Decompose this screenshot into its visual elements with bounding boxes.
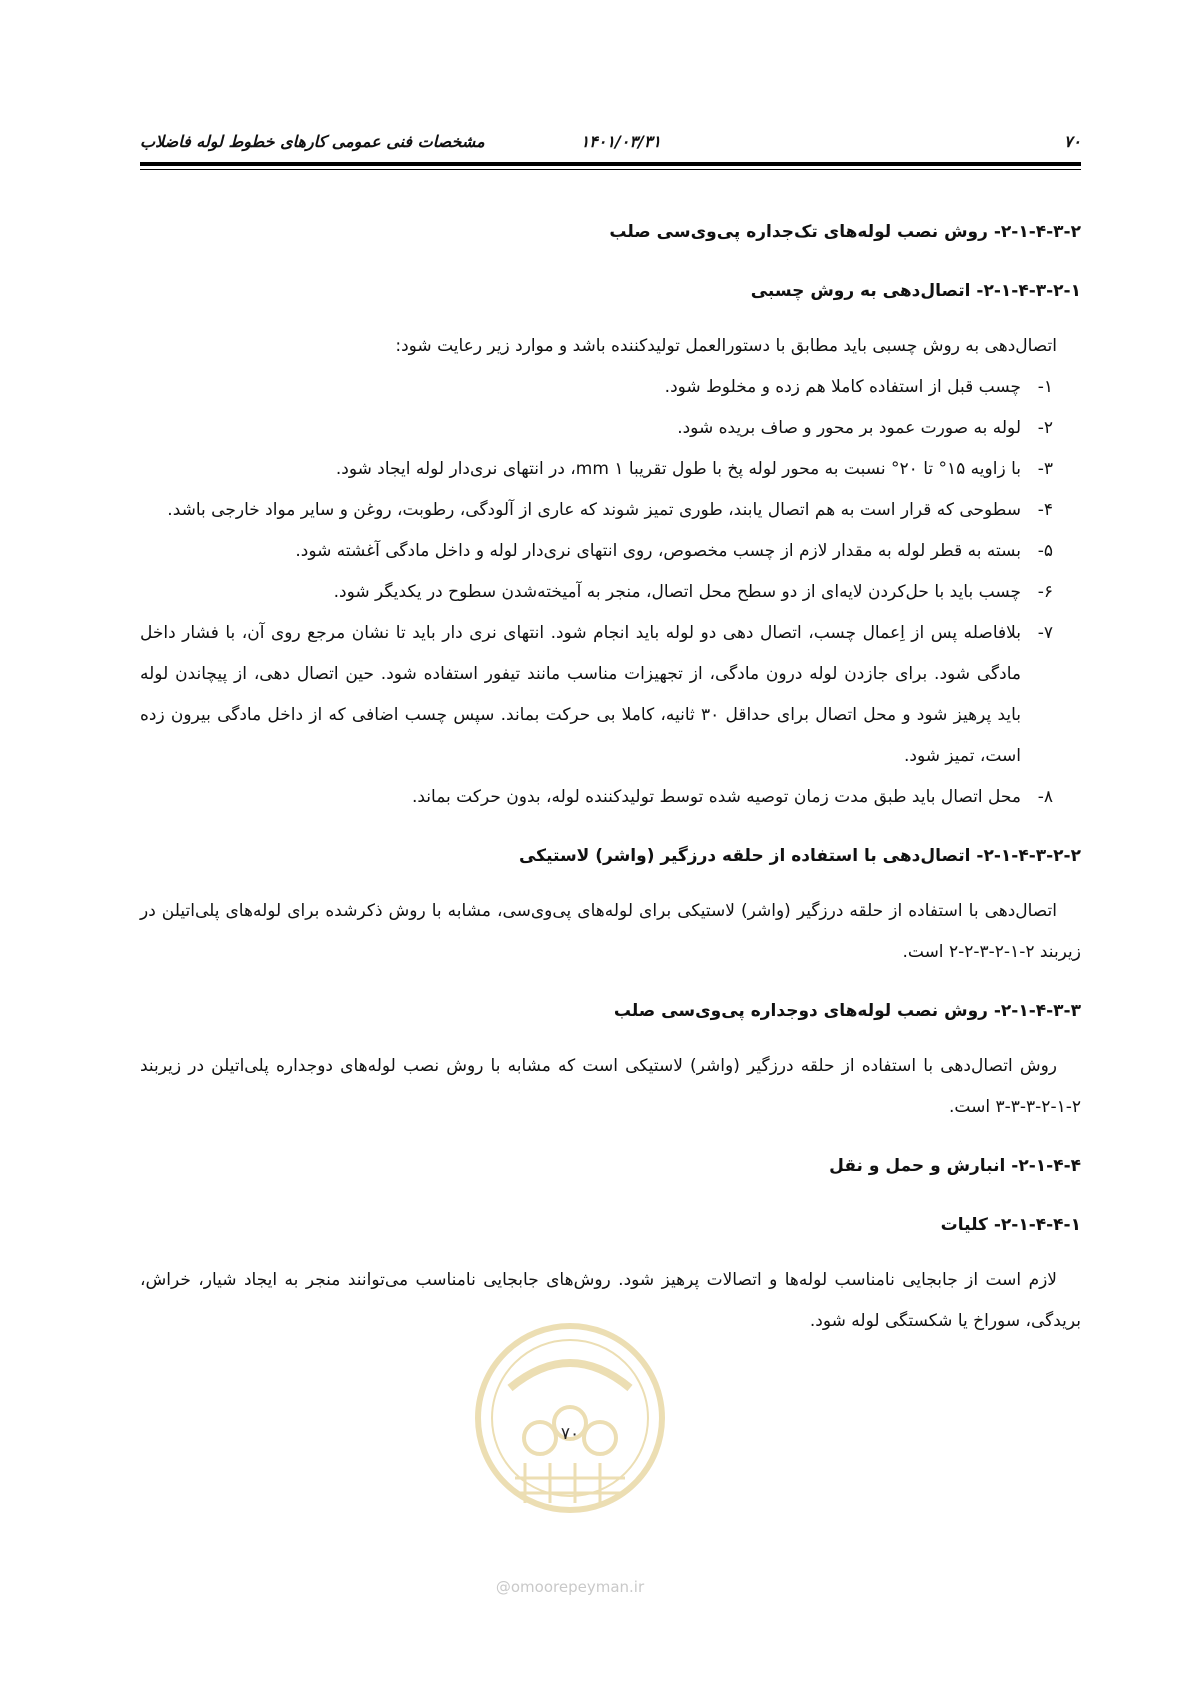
footer-page-number: ۷۰ [560,1424,580,1444]
list-item [140,367,1081,408]
numbered-list [140,367,1081,818]
document-body [140,212,1081,1342]
list-item-text: سطوحی که قرار است به هم اتصال یابند، طوری تمیز شوند که عاری از آلودگی، رطوبت، روغن و سایر مواد خارجی باشد. [167,500,1021,520]
paragraph: لازم است از جابجایی نامناسب لوله‌ها و اتصالات پرهیز شود. روش‌های جابجایی نامناسب می‌توانند منجر به ایجاد شیار، خراش، بریدگی، سوراخ یا شکستگی لوله شود. [140,1270,1081,1331]
subsection-heading: ۲-۱-۴-۳-۲-۲- اتصال‌دهی با استفاده از حلقه درزگیر (واشر) لاستیکی [518,846,1081,866]
list-item-number: ۸- [1037,787,1053,807]
list-item-text: بسته به قطر لوله به مقدار لازم از چسب مخصوص، روی انتهای نری‌دار لوله و داخل مادگی آغشته شود. [295,541,1021,561]
list-item-number: ۶- [1037,582,1053,602]
header-date: ۱۴۰۱/۰۳/۳۱ [580,132,661,151]
list-item [140,777,1081,818]
subsection-heading: ۲-۱-۴-۳-۲-۱- اتصال‌دهی به روش چسبی [750,281,1081,301]
list-item-text: چسب باید با حل‌کردن لایه‌ای از دو سطح محل اتصال، منجر به آمیخته‌شدن سطوح در یکدیگر شود. [333,582,1021,602]
list-item [140,572,1081,613]
section-heading: ۲-۱-۴-۳-۲- روش نصب لوله‌های تک‌جداره پی‌وی‌سی صلب [609,222,1081,242]
list-item-text: چسب قبل از استفاده کاملا هم زده و مخلوط شود. [664,377,1021,397]
list-item-number: ۳- [1037,459,1053,479]
list-item-text: محل اتصال باید طبق مدت زمان توصیه شده توسط تولیدکننده لوله، بدون حرکت بماند. [411,787,1021,807]
page-header [140,128,1081,158]
paragraph: روش اتصال‌دهی با استفاده از حلقه درزگیر (واشر) لاستیکی است که مشابه با روش نصب لوله‌های دوجداره پلی‌اتیلن در زیربند ۲-۱-۲-۳-۳-۳ است. [140,1056,1081,1117]
header-rule-thick [140,162,1081,166]
list-item-text: با زاویه ۱۵° تا ۲۰° نسبت به محور لوله پخ با طول تقریبا ۱ mm، در انتهای نری‌دار لوله ایجاد شود. [335,459,1021,479]
paragraph: اتصال‌دهی به روش چسبی باید مطابق با دستورالعمل تولیدکننده باشد و موارد زیر رعایت شود: [395,336,1057,356]
list-item-number: ۴- [1037,500,1053,520]
subsection-heading: ۲-۱-۴-۴-۱- کلیات [940,1215,1081,1235]
paragraph: اتصال‌دهی با استفاده از حلقه درزگیر (واشر) لاستیکی برای لوله‌های پی‌وی‌سی، مشابه با روش ذکرشده برای لوله‌های پلی‌اتیلن در زیربند ۲-۱-۲-۳-۲-۲ است. [140,901,1081,962]
list-item-number: ۲- [1037,418,1053,438]
section-heading: ۲-۱-۴-۳-۳- روش نصب لوله‌های دوجداره پی‌وی‌سی صلب [613,1001,1081,1021]
watermark-seal-icon [470,1318,670,1528]
list-item [140,490,1081,531]
list-item-text: بلافاصله پس از اِعمال چسب، اتصال دهی دو لوله باید انجام شود. انتهای نری دار باید تا نشان مرجع روی آن، با فشار داخل مادگی شود. برای جازدن لوله درون مادگی، از تجهیزات مناسب مانند تیفور استفاده شود. حین اتصال دهی، از پیچاندن لوله باید پرهیز شود و محل اتصال برای حداقل ۳۰ ثانیه، کاملا بی حرکت بماند. سپس چسب اضافی که از داخل مادگی بیرون زده است، تمیز شود. [140,623,1022,766]
list-item-number: ۱- [1037,377,1053,397]
list-item-number: ۷- [1037,623,1053,643]
list-item [140,408,1081,449]
footer-watermark-url: @omoorepeyman.ir [495,1578,645,1596]
header-page-number: ۷۰ [1063,132,1081,151]
header-rule-thin [140,169,1081,170]
list-item-text: لوله به صورت عمود بر محور و صاف بریده شود. [677,418,1021,438]
list-item [140,449,1081,490]
list-item [140,613,1081,777]
list-item-number: ۵- [1037,541,1053,561]
list-item [140,531,1081,572]
header-document-title: مشخصات فنی عمومی کارهای خطوط لوله فاضلاب [140,132,485,151]
section-heading: ۲-۱-۴-۴- انبارش و حمل و نقل [829,1156,1081,1176]
